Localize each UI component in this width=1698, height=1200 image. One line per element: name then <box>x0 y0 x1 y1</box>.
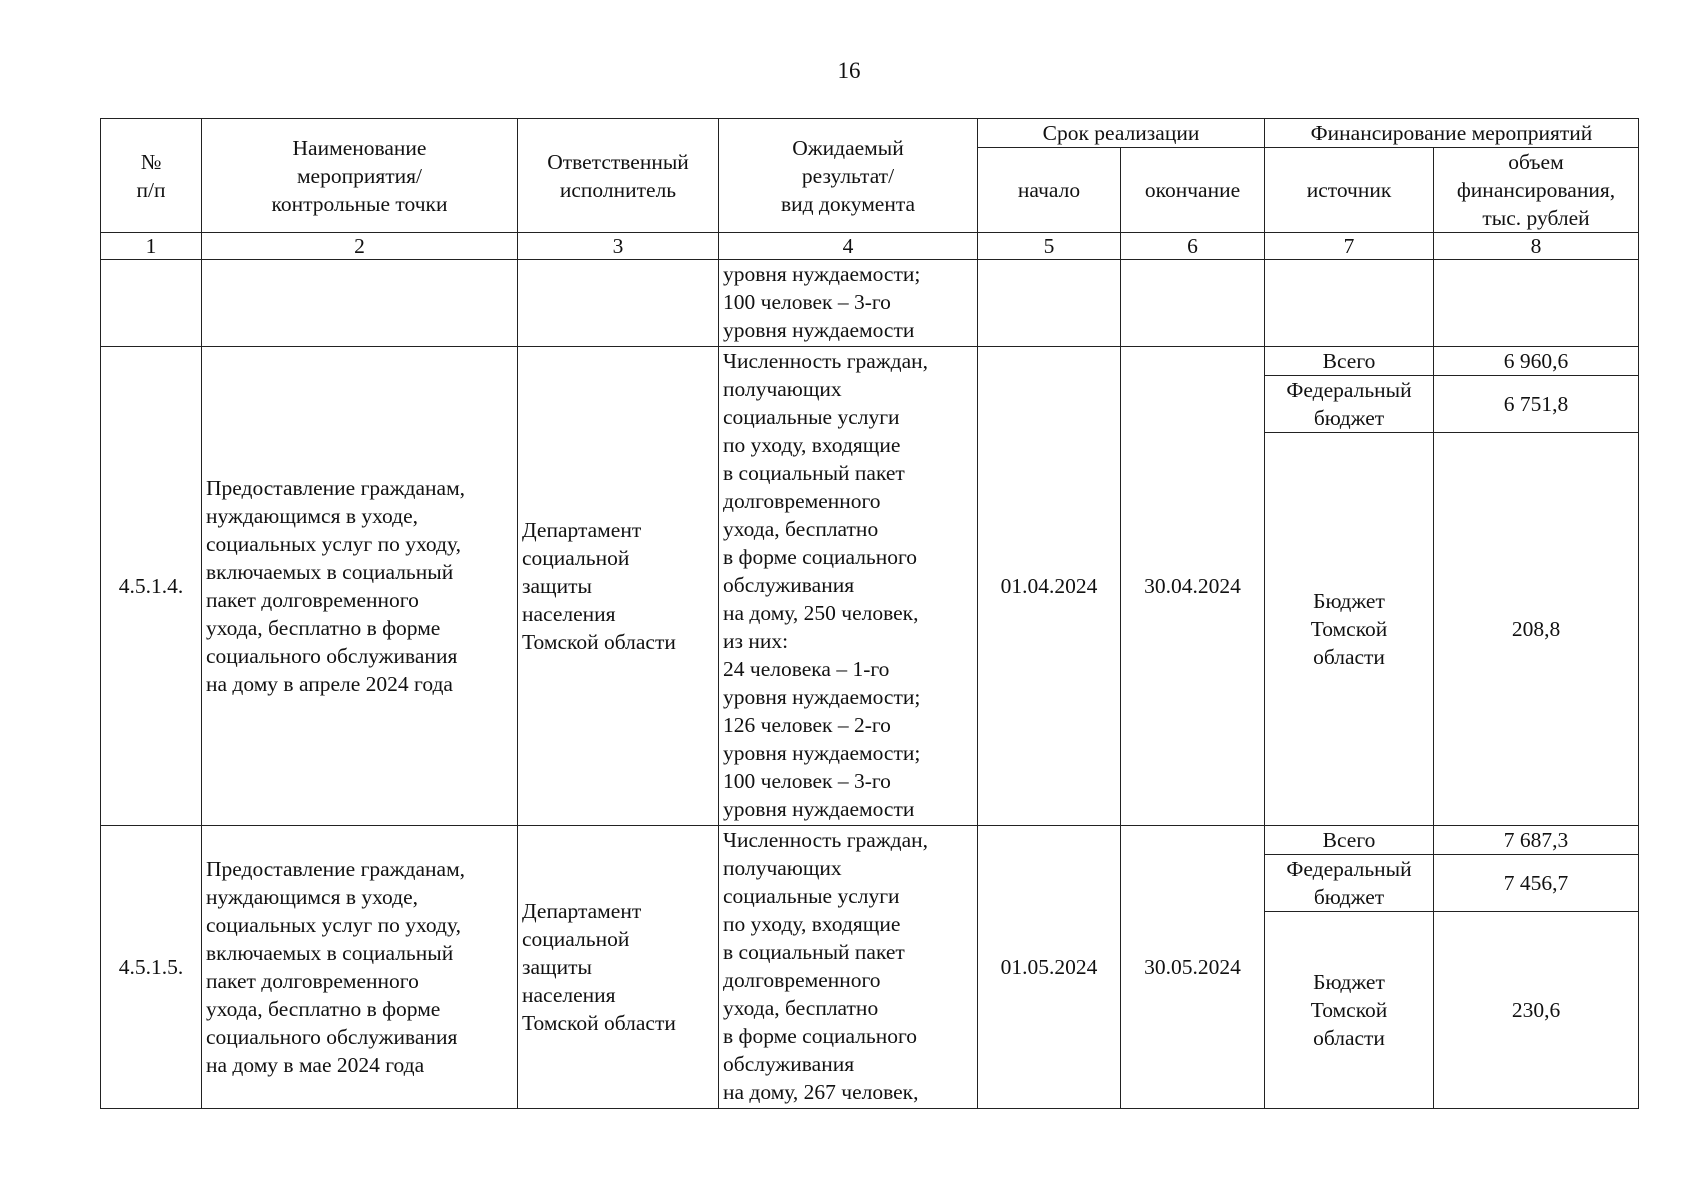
header-number: № п/п <box>101 119 202 233</box>
column-number: 3 <box>518 233 719 260</box>
funding-amount: 7 687,3 <box>1434 826 1639 855</box>
header-name: Наименование мероприятия/ контрольные точки <box>202 119 518 233</box>
header-term-group: Срок реализации <box>978 119 1265 148</box>
empty-cell <box>202 260 518 347</box>
row-number: 4.5.1.4. <box>101 347 202 826</box>
empty-cell <box>1265 260 1434 347</box>
activities-table <box>100 118 1639 1109</box>
column-numbers-row <box>101 233 1639 260</box>
row-end-date: 30.04.2024 <box>1121 347 1265 826</box>
column-number: 6 <box>1121 233 1265 260</box>
empty-cell <box>101 260 202 347</box>
header-executor: Ответственный исполнитель <box>518 119 719 233</box>
funding-amount: 7 456,7 <box>1434 855 1639 912</box>
funding-amount: 6 960,6 <box>1434 347 1639 376</box>
table-row <box>101 347 1639 376</box>
funding-amount: 230,6 <box>1434 912 1639 1109</box>
header-end: окончание <box>1121 148 1265 233</box>
header-row-1 <box>101 119 1639 148</box>
row-name: Предоставление гражданам, нуждающимся в уходе, социальных услуг по уходу, включаемых в социальный пакет долговременного ухода, бесплатно в форме социального обслуживания на дому в апреле 2024 года <box>202 347 518 826</box>
column-number: 2 <box>202 233 518 260</box>
header-amount: объем финансирования, тыс. рублей <box>1434 148 1639 233</box>
column-number: 8 <box>1434 233 1639 260</box>
funding-source: Всего <box>1265 347 1434 376</box>
table-row <box>101 826 1639 855</box>
funding-amount: 6 751,8 <box>1434 376 1639 433</box>
row-result: Численность граждан, получающих социальные услуги по уходу, входящие в социальный пакет долговременного ухода, бесплатно в форме социального обслуживания на дому, 250 человек, из них: 24 человека – 1-го уровня нуждаемости; 126 человек – 2-го уровня нуждаемости; 100 человек – 3-го уровня нуждаемости <box>719 347 978 826</box>
row-number: 4.5.1.5. <box>101 826 202 1109</box>
funding-source: Федеральный бюджет <box>1265 855 1434 912</box>
empty-cell <box>1434 260 1639 347</box>
row-start-date: 01.04.2024 <box>978 347 1121 826</box>
page-number: 16 <box>837 58 861 83</box>
funding-source: Бюджет Томской области <box>1265 912 1434 1109</box>
continuation-result: уровня нуждаемости; 100 человек – 3-го уровня нуждаемости <box>719 260 978 347</box>
row-executor: Департамент социальной защиты населения Томской области <box>518 347 719 826</box>
row-start-date: 01.05.2024 <box>978 826 1121 1109</box>
empty-cell <box>1121 260 1265 347</box>
continuation-row <box>101 260 1639 347</box>
column-number: 5 <box>978 233 1121 260</box>
funding-amount: 208,8 <box>1434 433 1639 826</box>
funding-source: Федеральный бюджет <box>1265 376 1434 433</box>
column-number: 7 <box>1265 233 1434 260</box>
row-executor: Департамент социальной защиты населения Томской области <box>518 826 719 1109</box>
row-result: Численность граждан, получающих социальные услуги по уходу, входящие в социальный пакет долговременного ухода, бесплатно в форме социального обслуживания на дому, 267 человек, <box>719 826 978 1109</box>
header-source: источник <box>1265 148 1434 233</box>
header-result: Ожидаемый результат/ вид документа <box>719 119 978 233</box>
funding-source: Бюджет Томской области <box>1265 433 1434 826</box>
funding-source: Всего <box>1265 826 1434 855</box>
empty-cell <box>978 260 1121 347</box>
header-start: начало <box>978 148 1121 233</box>
column-number: 4 <box>719 233 978 260</box>
header-finance-group: Финансирование мероприятий <box>1265 119 1639 148</box>
column-number: 1 <box>101 233 202 260</box>
row-end-date: 30.05.2024 <box>1121 826 1265 1109</box>
row-name: Предоставление гражданам, нуждающимся в уходе, социальных услуг по уходу, включаемых в социальный пакет долговременного ухода, бесплатно в форме социального обслуживания на дому в мае 2024 года <box>202 826 518 1109</box>
empty-cell <box>518 260 719 347</box>
